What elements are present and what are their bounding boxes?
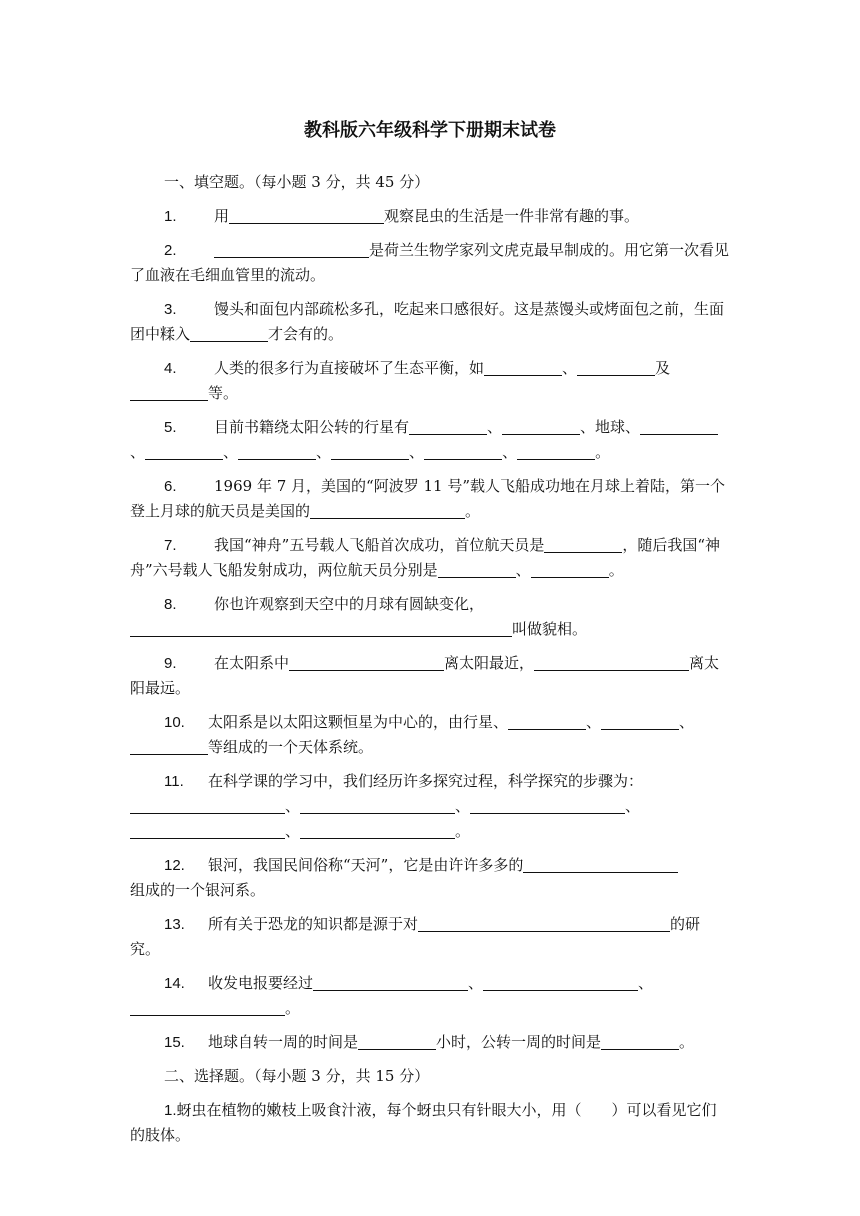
question-text: 用 xyxy=(214,207,230,225)
question-3 xyxy=(130,297,730,347)
answer-blank[interactable] xyxy=(517,442,595,460)
question-6 xyxy=(130,474,730,524)
question-number: 10. xyxy=(164,714,185,731)
answer-blank[interactable] xyxy=(523,855,678,873)
separator: 、 xyxy=(468,974,484,992)
answer-blank[interactable] xyxy=(300,796,455,814)
answer-blank[interactable] xyxy=(289,653,444,671)
answer-blank[interactable] xyxy=(300,821,455,839)
question-number: 3. xyxy=(164,301,177,318)
separator: 、 xyxy=(285,797,301,815)
question-text: 的研究。 xyxy=(130,915,701,958)
answer-blank[interactable] xyxy=(601,1032,679,1050)
question-number: 9. xyxy=(164,655,177,672)
question-number: 14. xyxy=(164,975,185,992)
question-9 xyxy=(130,651,730,701)
question-text: 馒头和面包内部疏松多孔，吃起来口感很好。这是蒸馒头或烤面包之前，生面团中糅入 xyxy=(130,300,725,343)
answer-blank[interactable] xyxy=(358,1032,436,1050)
answer-blank[interactable] xyxy=(145,442,223,460)
question-1 xyxy=(130,204,730,229)
answer-blank[interactable] xyxy=(130,383,208,401)
question-7 xyxy=(130,533,730,583)
question-10 xyxy=(130,710,730,760)
answer-blank[interactable] xyxy=(130,821,285,839)
question-text: 收发电报要经过 xyxy=(208,974,314,992)
page-title: 教科版六年级科学下册期末试卷 xyxy=(304,120,556,141)
question-number: 4. xyxy=(164,360,177,377)
question-text: 银河，我国民间俗称“天河”，它是由许许多多的 xyxy=(208,856,524,874)
question-15 xyxy=(130,1030,730,1055)
period: 。 xyxy=(455,822,471,840)
answer-blank[interactable] xyxy=(534,653,689,671)
question-text: 在太阳系中 xyxy=(214,654,290,672)
period: 。 xyxy=(595,443,611,461)
question-5 xyxy=(130,415,730,465)
separator: 、 xyxy=(409,443,425,461)
separator: 、 xyxy=(586,713,602,731)
answer-blank[interactable] xyxy=(531,560,609,578)
question-text: 蚜虫在植物的嫩枝上吸食汁液，每个蚜虫只有针眼大小，用（ ）可以看见它们的肢体。 xyxy=(130,1101,717,1144)
question-text: 小时，公转一周的时间是 xyxy=(436,1033,602,1051)
section-heading-fill-blank: 一、填空题。（每小题 3 分，共 45 分） xyxy=(164,173,430,191)
answer-blank[interactable] xyxy=(310,501,465,519)
question-13 xyxy=(130,912,730,962)
question-text: 1969 年 7 月，美国的“阿波罗 11 号”载人飞船成功地在月球上着陆，第一个登上月球的航天员是美国的 xyxy=(130,477,725,520)
question-text: 目前书籍绕太阳公转的行星有 xyxy=(214,418,410,436)
answer-blank[interactable] xyxy=(418,914,670,932)
question-2 xyxy=(130,238,730,288)
separator: 、 xyxy=(455,797,471,815)
answer-blank[interactable] xyxy=(577,358,655,376)
question-text: 人类的很多行为直接破坏了生态平衡，如 xyxy=(214,359,485,377)
question-text: 我国“神舟”五号载人飞船首次成功，首位航天员是 xyxy=(214,536,545,554)
separator: 、 xyxy=(285,822,301,840)
question-text: 叫做貌相。 xyxy=(512,620,588,638)
answer-blank[interactable] xyxy=(544,535,622,553)
question-text: 及 xyxy=(655,359,671,377)
choice-question-1 xyxy=(130,1098,730,1148)
question-number: 11. xyxy=(164,773,184,790)
question-14 xyxy=(130,971,730,1021)
answer-blank[interactable] xyxy=(130,796,285,814)
separator: 、 xyxy=(679,713,695,731)
answer-blank[interactable] xyxy=(238,442,316,460)
separator: 、 xyxy=(515,561,531,579)
question-text: 才会有的。 xyxy=(268,325,344,343)
answer-blank[interactable] xyxy=(484,358,562,376)
separator: 、 xyxy=(223,443,239,461)
question-text: 所有关于恐龙的知识都是源于对 xyxy=(208,915,419,933)
separator: 、 xyxy=(316,443,332,461)
question-text: 等。 xyxy=(208,384,239,402)
question-text: 组成的一个银河系。 xyxy=(130,881,266,899)
question-number: 2. xyxy=(164,242,177,259)
answer-blank[interactable] xyxy=(313,973,468,991)
question-text: ，随后我国“神舟”六号载人飞船发射成功，两位航天员分别是 xyxy=(130,536,721,579)
question-text: 离太阳最远。 xyxy=(130,654,720,697)
question-text: 太阳系是以太阳这颗恒星为中心的，由行星、 xyxy=(208,713,509,731)
answer-blank[interactable] xyxy=(130,998,285,1016)
answer-blank[interactable] xyxy=(331,442,409,460)
question-number: 7. xyxy=(164,537,177,554)
answer-blank[interactable] xyxy=(470,796,625,814)
question-12 xyxy=(130,853,730,903)
answer-blank[interactable] xyxy=(424,442,502,460)
question-text: 离太阳最近， xyxy=(444,654,535,672)
separator: 、 xyxy=(562,359,578,377)
answer-blank[interactable] xyxy=(130,737,208,755)
separator: 、 xyxy=(638,974,654,992)
question-number: 1. xyxy=(164,1102,177,1119)
question-text: 观察昆虫的生活是一件非常有趣的事。 xyxy=(384,207,640,225)
exam-content xyxy=(130,170,730,1157)
question-text: 你也许观察到天空中的月球有圆缺变化， xyxy=(214,595,485,613)
question-text: 在科学课的学习中，我们经历许多探究过程，科学探究的步骤为： xyxy=(208,772,644,790)
period: 。 xyxy=(679,1033,695,1051)
question-11 xyxy=(130,769,730,844)
answer-blank[interactable] xyxy=(409,417,487,435)
answer-blank[interactable] xyxy=(483,973,638,991)
section-heading-multiple-choice: 二、选择题。（每小题 3 分，共 15 分） xyxy=(164,1067,430,1085)
answer-blank[interactable] xyxy=(130,619,512,637)
question-text: 等组成的一个天体系统。 xyxy=(208,738,374,756)
separator: 、 xyxy=(130,443,146,461)
separator: 、 xyxy=(487,418,503,436)
question-number: 5. xyxy=(164,419,177,436)
period: 。 xyxy=(465,502,481,520)
separator: 、 xyxy=(502,443,518,461)
question-number: 1. xyxy=(164,208,177,225)
answer-blank[interactable] xyxy=(190,324,268,342)
question-text: 地球自转一周的时间是 xyxy=(208,1033,359,1051)
answer-blank[interactable] xyxy=(640,417,718,435)
question-number: 6. xyxy=(164,478,177,495)
question-4 xyxy=(130,356,730,406)
separator: 、 xyxy=(625,797,641,815)
question-8 xyxy=(130,592,730,642)
answer-blank[interactable] xyxy=(508,712,586,730)
question-text: 是荷兰生物学家列文虎克最早制成的。用它第一次看见了血液在毛细血管里的流动。 xyxy=(130,241,730,284)
question-number: 8. xyxy=(164,596,177,613)
period: 。 xyxy=(285,999,301,1017)
answer-blank[interactable] xyxy=(502,417,580,435)
question-number: 15. xyxy=(164,1034,185,1051)
question-text: 、地球、 xyxy=(580,418,641,436)
period: 。 xyxy=(608,561,624,579)
answer-blank[interactable] xyxy=(601,712,679,730)
answer-blank[interactable] xyxy=(214,240,369,258)
answer-blank[interactable] xyxy=(438,560,516,578)
answer-blank[interactable] xyxy=(229,206,384,224)
question-number: 13. xyxy=(164,916,185,933)
question-number: 12. xyxy=(164,857,185,874)
